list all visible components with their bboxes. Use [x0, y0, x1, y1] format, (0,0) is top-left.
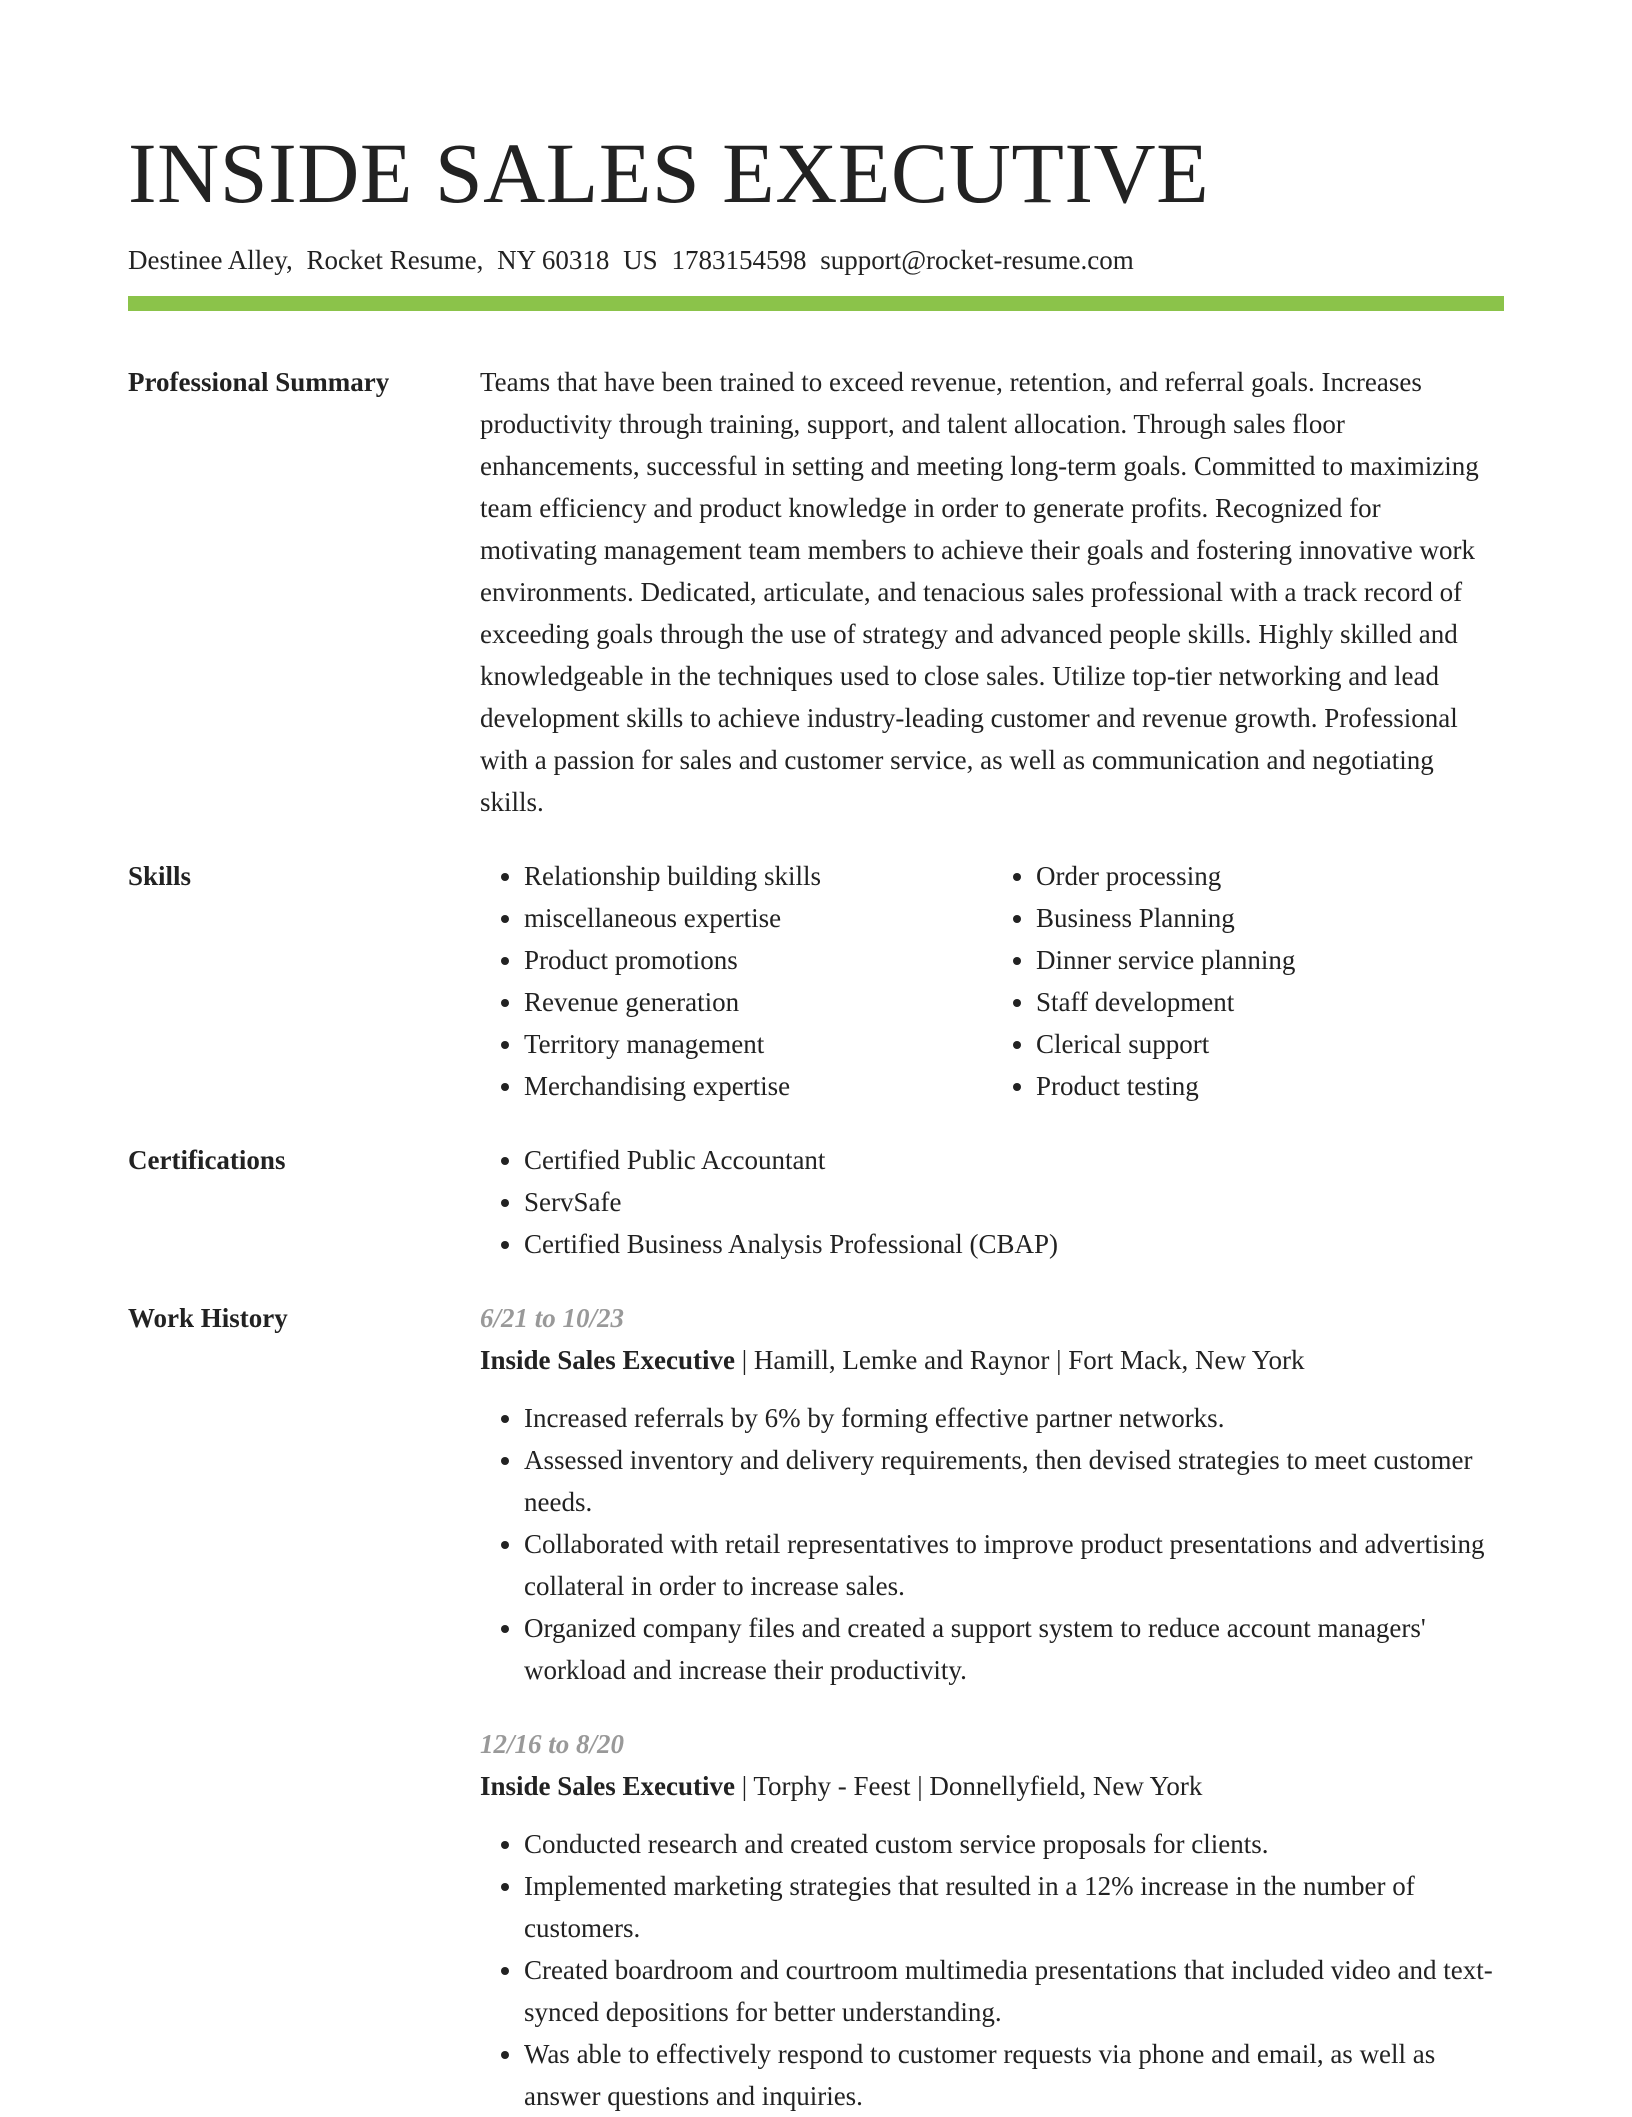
skill-item: • Dinner service planning	[1036, 939, 1504, 981]
certifications-section	[128, 1139, 1504, 1265]
contact-state-zip: NY 60318	[497, 245, 610, 275]
skills-body	[480, 855, 1504, 1107]
skill-item: • Business Planning	[1036, 897, 1504, 939]
summary-body	[480, 361, 1504, 823]
certifications-heading: Certifications	[128, 1145, 286, 1175]
job-bullet: • Assessed inventory and delivery requirements, then devised strategies to meet customer needs.	[524, 1439, 1504, 1523]
summary-section	[128, 361, 1504, 823]
job-title: Inside Sales Executive	[480, 1345, 736, 1375]
skill-item: • Product testing	[1036, 1065, 1504, 1107]
work-history-section	[128, 1297, 1504, 2117]
skill-item: • Revenue generation	[524, 981, 992, 1023]
contact-email: support@rocket-resume.com	[820, 245, 1134, 275]
header-divider	[128, 296, 1504, 311]
job-bullet: • Organized company files and created a support system to reduce account managers' workload and increase their productivity.	[524, 1607, 1504, 1691]
skill-item: • Relationship building skills	[524, 855, 992, 897]
resume-page	[128, 0, 1504, 2117]
skill-item: • Clerical support	[1036, 1023, 1504, 1065]
job-bullet: • Increased referrals by 6% by forming effective partner networks.	[524, 1397, 1504, 1439]
job-employer-location: | Hamill, Lemke and Raynor | Fort Mack, New York	[735, 1345, 1305, 1375]
contact-city: Rocket Resume,	[306, 245, 484, 275]
job-bullet: • Was able to effectively respond to customer requests via phone and email, as well as answer questions and inquiries.	[524, 2033, 1504, 2117]
job-heading-line	[480, 1765, 1504, 1807]
job-bullet: • Collaborated with retail representatives to improve product presentations and advertising collateral in order to increase sales.	[524, 1523, 1504, 1607]
job-bullets	[480, 1397, 1504, 1691]
skill-item: • Territory management	[524, 1023, 992, 1065]
contact-street: Destinee Alley,	[128, 245, 293, 275]
job-bullets	[480, 1823, 1504, 2117]
skills-list-right	[992, 855, 1504, 1107]
certification-item: • Certified Business Analysis Professional (CBAP)	[524, 1223, 1504, 1265]
certifications-body	[480, 1139, 1504, 1265]
job-bullet: • Created boardroom and courtroom multimedia presentations that included video and text-synced depositions for better understanding.	[524, 1949, 1504, 2033]
job-entry	[480, 1723, 1504, 2117]
skills-columns	[480, 855, 1504, 1107]
skill-item: • Product promotions	[524, 939, 992, 981]
certification-item: • ServSafe	[524, 1181, 1504, 1223]
skill-item: • Merchandising expertise	[524, 1065, 992, 1107]
job-dates: 12/16 to 8/20	[480, 1729, 625, 1759]
skills-list-left	[480, 855, 992, 1107]
summary-text: Teams that have been trained to exceed revenue, retention, and referral goals. Increases productivity through training, support, and talent allocation. Through sales floor enhancements, successful in setting and meeting long-term goals. Committed to maximizing team efficiency and product knowledge in order to generate profits. Recognized for motivating management team members to achieve their goals and fostering innovative work environments. Dedicated, articulate, and tenacious sales professional with a track record of exceeding goals through the use of strategy and advanced people skills. Highly skilled and knowledgeable in the techniques used to close sales. Utilize top-tier networking and lead development skills to achieve industry-leading customer and revenue growth. Professional with a passion for sales and customer service, as well as communication and negotiating skills.	[480, 367, 1479, 817]
contact-line	[128, 242, 1504, 278]
work-history-heading: Work History	[128, 1303, 288, 1333]
contact-country: US	[623, 245, 658, 275]
summary-heading: Professional Summary	[128, 367, 390, 397]
job-bullet: • Implemented marketing strategies that resulted in a 12% increase in the number of customers.	[524, 1865, 1504, 1949]
certifications-list	[480, 1139, 1504, 1265]
skill-item: • Staff development	[1036, 981, 1504, 1023]
skill-item: • Order processing	[1036, 855, 1504, 897]
job-employer-location: | Torphy - Feest | Donnellyfield, New York	[735, 1771, 1203, 1801]
job-entry	[480, 1297, 1504, 1691]
job-title: Inside Sales Executive	[480, 1771, 736, 1801]
certification-item: • Certified Public Accountant	[524, 1139, 1504, 1181]
skills-heading: Skills	[128, 861, 192, 891]
job-heading-line	[480, 1339, 1504, 1381]
work-history-body	[480, 1297, 1504, 2117]
skill-item: • miscellaneous expertise	[524, 897, 992, 939]
skills-section	[128, 855, 1504, 1107]
contact-phone: 1783154598	[671, 245, 807, 275]
resume-name: INSIDE SALES EXECUTIVE	[128, 125, 1210, 221]
job-bullet: • Conducted research and created custom service proposals for clients.	[524, 1823, 1504, 1865]
job-dates: 6/21 to 10/23	[480, 1303, 625, 1333]
